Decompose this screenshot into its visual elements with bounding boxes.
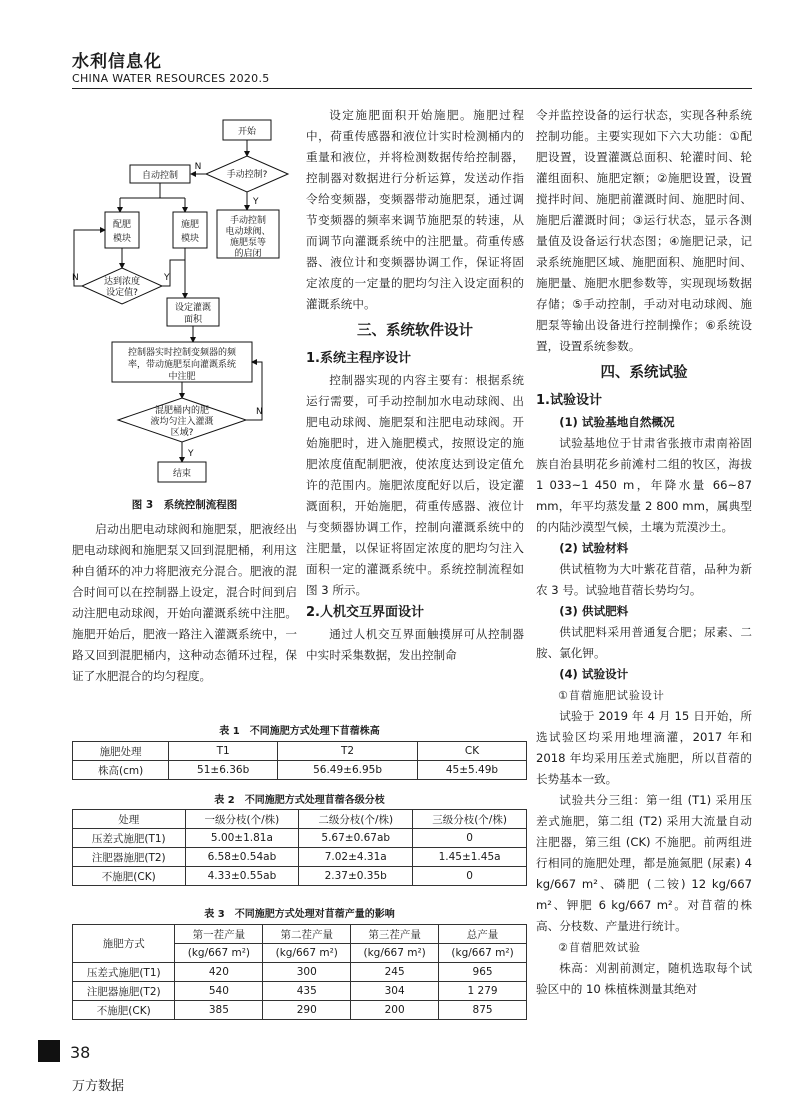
subsection-main-program: 1.系统主程序设计 [306, 351, 411, 366]
flow-n3-label: N [256, 407, 263, 417]
table2-header-row [73, 810, 527, 829]
flow-conc-line-0: 达到浓度 [103, 277, 141, 287]
table-cell: 注肥器施肥(T2) [73, 982, 175, 1001]
header-rule [72, 88, 752, 89]
table1-caption: 表 1 不同施肥方式处理下苜蓿株高 [219, 726, 380, 737]
paragraph-site: 试验基地位于甘肃省张掖市肃南裕固族自治县明花乡前滩村二组的牧区，海拔 1 033~1 450 m，年降水量 66~87 mm，年平均蒸发量 2 800 mm，属典型的内陆沙漠型气候，土壤为荒漠沙土。 [536, 436, 752, 534]
table-unit-cell: (kg/667 m²) [351, 944, 439, 963]
table-header-cell: 施肥方式 [73, 925, 175, 963]
table-row [73, 829, 527, 848]
table-cell: 2.37±0.35b [299, 867, 413, 886]
table-cell: 290 [263, 1001, 351, 1020]
table-cell: 245 [351, 963, 439, 982]
heading-design-1: ①苜蓿施肥试验设计 [558, 689, 665, 702]
flow-auto-label: 自动控制 [141, 171, 179, 181]
table2-caption: 表 2 不同施肥方式处理苜蓿各级分枝 [214, 795, 385, 806]
heading-materials: (2) 试验材料 [559, 541, 629, 555]
table-cell: 压差式施肥(T1) [73, 829, 186, 848]
paragraph-design-1b: 试验共分三组：第一组 (T1) 采用压差式施肥，第二组 (T2) 采用大流量自动注肥器，第三组 (CK) 不施肥。前两组进行相同的施肥处理，都是施氮肥 (尿素) 4 kg/667 m²、磷肥 (二铵) 12 kg/667 m²、钾肥 6 kg/667 m²。对苜蓿的株高、分枝数、产量进行统计。 [536, 793, 752, 933]
table-header-cell: 第三茬产量 [351, 925, 439, 944]
figure-caption: 图 3 系统控制流程图 [131, 499, 238, 511]
table1 [72, 741, 527, 780]
paragraph-materials: 供试植物为大叶紫花苜蓿，品种为新农 3 号。试验地苜蓿长势均匀。 [536, 562, 752, 597]
table-cell: 965 [439, 963, 527, 982]
flow-n2-label: N [72, 273, 79, 283]
flow-mix-line-1: 模块 [112, 234, 132, 244]
flow-manual-line-1: 电动球阀、 [225, 227, 271, 237]
table3-header-row [73, 925, 527, 944]
paragraph-fertilizer: 供试肥料采用普通复合肥；尿素、二胺、氯化钾。 [536, 625, 752, 660]
table-cell: 1.45±1.45a [413, 848, 527, 867]
table-cell: 压差式施肥(T1) [73, 963, 175, 982]
mid-paragraph-2: 控制器实现的内容主要有：根据系统运行需要，可手动控制加水电动球阀、出肥电动球阀、施肥泵和注肥电动球阀。开始施肥时，进入施肥模式，按照设定的施肥浓度值配制肥液，使浓度达到设定值允许的范围内。施肥浓度配好以后，设定灌溉面积，开始施肥，荷重传感器、液位计与变频器协调工作，控制向灌溉系统中的注肥量，以保证将固定浓度的肥均匀注入面积一定的灌溉系统中。系统控制流程如图 3 所示。 [306, 373, 524, 597]
table-cell: 51±6.36b [169, 761, 278, 780]
table-header-cell: 二级分枝(个/株) [299, 810, 413, 829]
table-cell: 875 [439, 1001, 527, 1020]
mid-paragraph-3: 通过人机交互界面触摸屏可从控制器中实时采集数据，发出控制命 [306, 627, 524, 662]
heading-site: (1) 试验基地自然概况 [559, 415, 675, 429]
table-cell: 304 [351, 982, 439, 1001]
table-cell: 200 [351, 1001, 439, 1020]
table-row [73, 1001, 527, 1020]
flow-area-line-0: 设定灌溉 [174, 303, 212, 313]
flow-y1-label: Y [253, 197, 259, 207]
flow-manual-line-2: 施肥泵等 [229, 238, 267, 248]
flow-manual-line-0: 手动控制 [229, 216, 267, 226]
table-cell: 385 [175, 1001, 263, 1020]
right-paragraph-1: 令并监控设备的运行状态，实现各种系统控制功能。主要实现如下六大功能：①配肥设置，设置灌溉总面积、轮灌时间、轮灌组面积、施肥定额；②施肥设置，设置搅拌时间、施肥前灌溉时间、施肥时间、施肥后灌溉时间；③运行状态，显示各测量值及设备运行状态图；④施肥记录，记录系统施肥区域、施肥面积、施肥时间、施肥量、施肥水肥参数等，实现现场数据存储；⑤手动控制，手动对电动球阀、施肥泵等输出设备进行控制操作；⑥系统设置，设置系统参数。 [536, 108, 752, 353]
flow-end-label: 结束 [172, 469, 192, 479]
table-cell: 0 [413, 867, 527, 886]
flow-mix-line-0: 配肥 [112, 220, 132, 230]
subsection-experiment-design: 1.试验设计 [536, 393, 602, 408]
flow-y2-label: Y [164, 273, 170, 283]
table-header-cell: 第二茬产量 [263, 925, 351, 944]
flow-n1-label: N [194, 162, 202, 172]
left-paragraph: 启动出肥电动球阀和施肥泵，肥液经出肥电动球阀和施肥泵又回到混肥桶，利用这种自循环的冲力将肥液充分混合。肥液的混合时间可以在控制器上设定，混合时间到启动注肥电动球阀，开始向灌溉系统中注肥。施肥开始后，肥液一路注入灌溉系统中，一路又回到混肥桶内，这种动态循环过程，保证了水肥混合的均匀程度。 [72, 522, 297, 683]
table-cell: 不施肥(CK) [73, 1001, 175, 1020]
table-cell: 420 [175, 963, 263, 982]
table-cell: 7.02±4.31a [299, 848, 413, 867]
right-column [536, 105, 752, 1000]
subsection-hmi: 2.人机交互界面设计 [306, 605, 424, 620]
flow-end-dec-line-0: 混肥桶内的肥 [154, 406, 210, 416]
heading-design-2: ②苜蓿肥效试验 [558, 941, 641, 954]
table-row [73, 761, 527, 780]
flow-manual-line-3: 的启闭 [234, 249, 262, 259]
page-number: 38 [70, 1043, 91, 1062]
table-unit-cell: (kg/667 m²) [175, 944, 263, 963]
table-cell: 株高(cm) [73, 761, 169, 780]
table-cell: 540 [175, 982, 263, 1001]
table-cell: 0 [413, 829, 527, 848]
table-header-cell: 总产量 [439, 925, 527, 944]
table-row [73, 848, 527, 867]
paragraph-design-2: 株高：刈割前测定，随机选取每个试验区中的 10 株植株测量其绝对 [536, 961, 752, 996]
table1-header-row [73, 742, 527, 761]
table-cell: 注肥器施肥(T2) [73, 848, 186, 867]
flow-end-dec-line-1: 液均匀注入灌溉 [150, 417, 214, 427]
flow-ctrl-line-0: 控制器实时控制变频器的频 [127, 348, 237, 358]
table-header-cell: CK [417, 742, 526, 761]
table-cell: 不施肥(CK) [73, 867, 186, 886]
table2 [72, 809, 527, 886]
page-number-block [38, 1040, 60, 1062]
table-cell: 6.58±0.54ab [185, 848, 299, 867]
flowchart-figure [70, 110, 295, 490]
table-header-cell: 一级分枝(个/株) [185, 810, 299, 829]
journal-title: 水利信息化 [72, 52, 162, 72]
table-cell: 45±5.49b [417, 761, 526, 780]
table-row [73, 867, 527, 886]
footer-watermark-text: 万方数据 [72, 1079, 125, 1094]
paragraph-design-1a: 试验于 2019 年 4 月 15 日开始，所选试验区均采用地埋滴灌，2017 年和 2018 年均采用压差式施肥，所以苜蓿的长势基本一致。 [536, 709, 752, 786]
middle-column [306, 105, 524, 666]
flow-ctrl-line-1: 率，带动施肥泵向灌溉系统 [127, 360, 237, 370]
mid-paragraph-1: 设定施肥面积开始施肥。施肥过程中，荷重传感器和液位计实时检测桶内的重量和液位，并将检测数据传给控制器，控制器对数据进行分析运算，发送动作指令给变频器，变频器带动施肥泵，通过调节变频器的频率来调节施肥泵的转速，从而调节向灌溉系统中的注肥量。荷重传感器、液位计和变频器协调工作，保证将固定浓度的一定量的肥均匀注入设定面积的灌溉系统中。 [306, 108, 524, 311]
left-column [72, 519, 297, 687]
table-cell: 435 [263, 982, 351, 1001]
flow-ctrl-line-2: 中注肥 [168, 372, 196, 382]
journal-issue: CHINA WATER RESOURCES 2020.5 [72, 72, 270, 85]
table3 [72, 924, 527, 1020]
table-header-cell: T1 [169, 742, 278, 761]
table-header-cell: 处理 [73, 810, 186, 829]
heading-fertilizer: (3) 供试肥料 [559, 604, 629, 618]
table-cell: 5.00±1.81a [185, 829, 299, 848]
table-header-cell: T2 [278, 742, 418, 761]
flow-conc-line-1: 设定值? [106, 288, 138, 298]
flow-decision-manual-label: 手动控制? [226, 170, 268, 180]
section-3-heading: 三、系统软件设计 [357, 323, 473, 339]
flow-start-label: 开始 [237, 127, 257, 137]
flow-area-line-1: 面积 [183, 315, 203, 325]
flow-y3-label: Y [188, 449, 194, 459]
heading-design: (4) 试验设计 [559, 667, 629, 681]
table-row [73, 982, 527, 1001]
flow-fert-line-0: 施肥 [180, 220, 200, 230]
table-cell: 5.67±0.67ab [299, 829, 413, 848]
table-header-cell: 三级分枝(个/株) [413, 810, 527, 829]
table-cell: 4.33±0.55ab [185, 867, 299, 886]
table-cell: 300 [263, 963, 351, 982]
table-header-cell: 第一茬产量 [175, 925, 263, 944]
table-unit-cell: (kg/667 m²) [263, 944, 351, 963]
table-row [73, 963, 527, 982]
table-cell: 1 279 [439, 982, 527, 1001]
section-4-heading: 四、系统试验 [600, 365, 688, 381]
flow-end-dec-line-2: 区域? [170, 428, 194, 438]
table-header-cell: 施肥处理 [73, 742, 169, 761]
flow-fert-line-1: 模块 [180, 234, 200, 244]
table-unit-cell: (kg/667 m²) [439, 944, 527, 963]
table-cell: 56.49±6.95b [278, 761, 418, 780]
table3-caption: 表 3 不同施肥方式处理对苜蓿产量的影响 [204, 909, 395, 920]
